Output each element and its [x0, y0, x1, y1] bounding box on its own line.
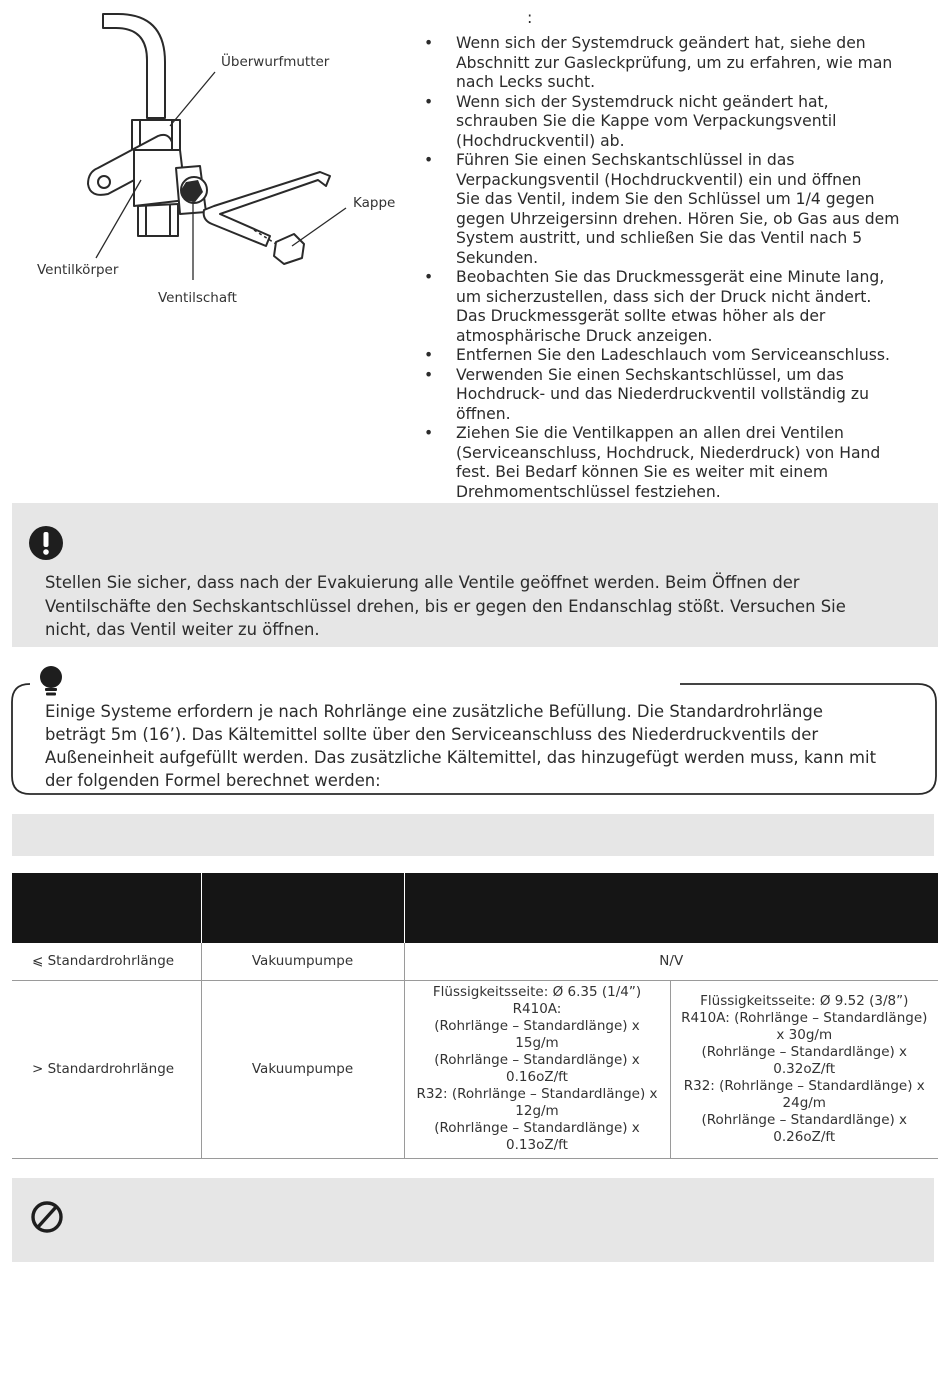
- instruction-item: [422, 34, 948, 93]
- instruction-line: Wenn sich der Systemdruck nicht geändert hat,: [456, 92, 829, 111]
- formula-line: R410A:: [512, 1001, 562, 1017]
- bullet-icon: •: [424, 268, 434, 286]
- refrigerant-table: [12, 873, 938, 1159]
- table-row: [12, 980, 938, 1158]
- note-line: der folgenden Formel berechnet werden:: [45, 771, 381, 790]
- instruction-line: gegen Uhrzeigersinn drehen. Hören Sie, ob Gas aus dem: [456, 209, 900, 228]
- formula-line: (Rohrlänge – Standardlänge) x: [701, 1111, 908, 1128]
- caution-text: [45, 571, 925, 642]
- formula-line: 24g/m: [782, 1094, 826, 1111]
- instruction-line: Abschnitt zur Gasleckprüfung, um zu erfahren, wie man: [456, 53, 893, 72]
- cell-method: Vakuumpumpe: [201, 943, 404, 980]
- formula-line: R32: (Rohrlänge – Standardlänge) x: [683, 1077, 925, 1094]
- caution-line: Stellen Sie sicher, dass nach der Evakuierung alle Ventile geöffnet werden. Beim Öffnen der: [45, 573, 800, 592]
- formula-line: Flüssigkeitsseite: Ø 6.35 (1/4”): [432, 984, 642, 1000]
- bullet-icon: •: [424, 346, 434, 364]
- header-cell-pipe-length: [12, 873, 201, 943]
- note-line: Einige Systeme erfordern je nach Rohrlänge eine zusätzliche Befüllung. Die Standardrohrlänge: [45, 702, 823, 721]
- note-line: beträgt 5m (16’). Das Kältemittel sollte über den Serviceanschluss des Niederdruckventils der: [45, 725, 819, 744]
- note-line: Außeneinheit aufgefüllt werden. Das zusätzliche Kältemittel, das hinzugefügt werden muss, kann mit: [45, 748, 877, 767]
- instruction-line: System austritt, und schließen Sie das Ventil nach 5: [456, 229, 863, 247]
- union-nut-label: Überwurfmutter: [221, 54, 330, 70]
- cell-amount: N/V: [404, 943, 938, 980]
- instruction-line: Wenn sich der Systemdruck geändert hat, siehe den: [456, 34, 866, 52]
- formula-line: 0.16oZ/ft: [506, 1069, 568, 1085]
- formula-line: x 30g/m: [776, 1026, 833, 1043]
- cap-label: Kappe: [353, 195, 396, 211]
- table-row: [12, 943, 938, 980]
- cell-pipe-length: ⩽ Standardrohrlänge: [12, 943, 201, 980]
- formula-line: R410A: (Rohrlänge – Standardlänge): [681, 1009, 928, 1026]
- instruction-item: [422, 424, 948, 502]
- cell-method: Vakuumpumpe: [201, 980, 404, 1158]
- bullet-icon: •: [424, 34, 434, 52]
- header-cell-additional-refrigerant: [404, 873, 938, 943]
- instruction-list: [422, 34, 948, 502]
- note-text: [45, 700, 935, 792]
- valve-stem-label: Ventilschaft: [158, 290, 237, 306]
- instruction-line: öffnen.: [456, 404, 511, 423]
- instruction-line: Sie das Ventil, indem Sie den Schlüssel um 1/4 gegen: [456, 190, 875, 208]
- formula-line: R32: (Rohrlänge – Standardlänge) x: [416, 1086, 658, 1102]
- lightbulb-icon: [36, 664, 66, 698]
- cell-amount-large-pipe: [670, 980, 938, 1158]
- formula-line: (Rohrlänge – Standardlänge) x: [434, 1120, 640, 1136]
- instruction-line: (Hochdruckventil) ab.: [456, 131, 625, 150]
- instruction-line: nach Lecks sucht.: [456, 73, 596, 91]
- instruction-line: Das Druckmessgerät sollte etwas höher als der: [456, 307, 826, 325]
- formula-line: (Rohrlänge – Standardlänge) x: [434, 1052, 640, 1068]
- instruction-line: Verwenden Sie einen Sechskantschlüssel, um das: [456, 365, 844, 384]
- formula-line: (Rohrlänge – Standardlänge) x: [701, 1043, 908, 1060]
- instruction-line: Hochdruck- und das Niederdruckventil vollständig zu: [456, 385, 869, 403]
- formula-line: 0.26oZ/ft: [773, 1128, 836, 1145]
- formula-line: (Rohrlänge – Standardlänge) x: [434, 1018, 640, 1034]
- instruction-line: atmosphärische Druck anzeigen.: [456, 326, 713, 345]
- instruction-line: Verpackungsventil (Hochdruckventil) ein und öffnen: [456, 170, 862, 189]
- prohibition-icon: [30, 1200, 64, 1234]
- instruction-line: Ziehen Sie die Ventilkappen an allen drei Ventilen: [456, 424, 844, 442]
- section-heading-colon: :: [527, 8, 533, 27]
- bullet-icon: •: [424, 365, 434, 384]
- formula-line: 0.13oZ/ft: [506, 1137, 568, 1153]
- bullet-icon: •: [424, 92, 434, 111]
- instruction-line: fest. Bei Bedarf können Sie es weiter mit einem: [456, 463, 829, 481]
- section-title-bar: [12, 814, 934, 856]
- caution-line: nicht, das Ventil weiter zu öffnen.: [45, 620, 320, 639]
- note-box: [8, 658, 940, 798]
- cell-amount-small-pipe: [404, 980, 670, 1158]
- instruction-item: [422, 151, 948, 268]
- prohibition-box: [12, 1178, 934, 1262]
- instruction-line: um sicherzustellen, dass sich der Druck nicht ändert.: [456, 287, 872, 306]
- instruction-line: Entfernen Sie den Ladeschlauch vom Serviceanschluss.: [456, 346, 890, 364]
- valve-illustration: [0, 0, 410, 320]
- formula-line: Flüssigkeitsseite: Ø 9.52 (3/8”): [700, 992, 909, 1009]
- cell-pipe-length: > Standardrohrlänge: [12, 980, 201, 1158]
- formula-line: 15g/m: [515, 1035, 559, 1051]
- instruction-item: [422, 366, 948, 425]
- bullet-icon: •: [424, 424, 434, 442]
- exclamation-icon: [28, 525, 64, 561]
- caution-line: Ventilschäfte den Sechskantschlüssel drehen, bis er gegen den Endanschlag stößt. Versuchen Sie: [45, 596, 846, 616]
- valve-body-label: Ventilkörper: [37, 262, 119, 278]
- instruction-line: schrauben Sie die Kappe vom Verpackungsventil: [456, 112, 837, 130]
- instruction-item: [422, 346, 948, 366]
- instruction-line: (Serviceanschluss, Hochdruck, Niederdruck) von Hand: [456, 443, 881, 462]
- formula-line: 0.32oZ/ft: [773, 1060, 836, 1077]
- instruction-line: Führen Sie einen Sechskantschlüssel in das: [456, 151, 795, 169]
- instruction-line: Beobachten Sie das Druckmessgerät eine Minute lang,: [456, 268, 885, 286]
- bullet-icon: •: [424, 151, 434, 169]
- instruction-item: [422, 268, 948, 346]
- formula-line: 12g/m: [515, 1103, 559, 1119]
- caution-box: [12, 503, 938, 647]
- instruction-line: Drehmomentschlüssel festziehen.: [456, 482, 721, 501]
- instruction-line: Sekunden.: [456, 248, 539, 267]
- instruction-item: [422, 93, 948, 152]
- header-cell-method: [201, 873, 404, 943]
- table-header-row: [12, 873, 938, 943]
